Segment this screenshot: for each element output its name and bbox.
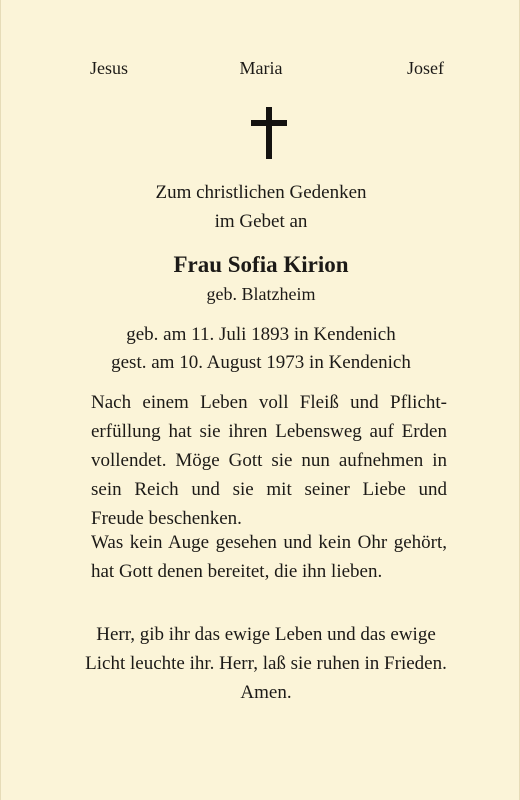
header-name-jesus: Jesus	[90, 58, 129, 78]
intro-line-1: Zum christlichen Gedenken	[155, 182, 367, 203]
cross-horizontal-bar	[251, 120, 287, 126]
header-name-maria: Maria	[239, 58, 283, 78]
life-paragraph: Nach einem Leben voll Fleiß und Pflichterfüllung hat sie ihren Lebensweg auf Erden vollendet. Möge Gott sie nun aufnehmen in sein Reich und sie mit seiner Liebe und Freude beschenken.	[91, 392, 447, 529]
deceased-name: Frau Sofia Kirion	[173, 252, 349, 277]
cross-vertical-bar	[266, 107, 272, 159]
prayer-paragraph: Herr, gib ihr das ewige Leben und das ewige Licht leuchte ihr. Herr, laß sie ruhen in Frieden. Amen.	[85, 624, 447, 703]
holy-family-header	[1, 58, 520, 84]
birth-date: geb. am 11. Juli 1893 in Kendenich	[126, 324, 396, 345]
intro-line-2: im Gebet an	[214, 211, 308, 232]
scripture-paragraph: Was kein Auge gesehen und kein Ohr gehört, hat Gott denen bereitet, die ihn lieben.	[91, 532, 447, 582]
header-name-josef: Josef	[407, 58, 444, 78]
cross-icon	[251, 107, 287, 159]
death-date: gest. am 10. August 1973 in Kendenich	[111, 352, 411, 373]
maiden-name: geb. Blatzheim	[206, 284, 316, 304]
